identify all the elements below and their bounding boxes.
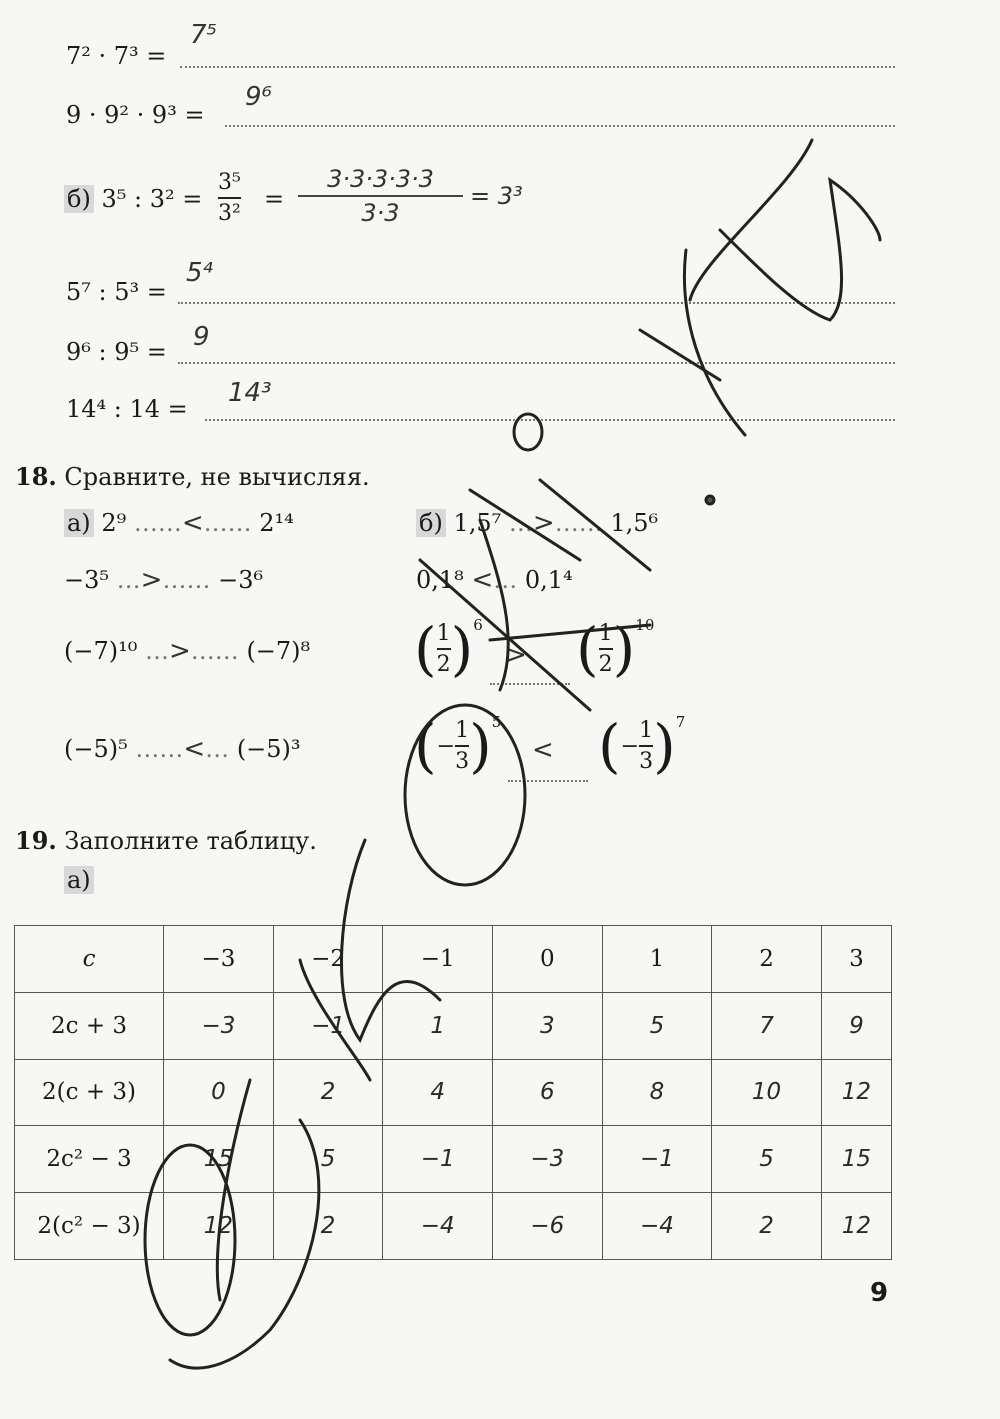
operand: 0,1⁸: [416, 566, 464, 594]
part-label: б): [416, 509, 446, 537]
table-cell[interactable]: 0: [164, 1059, 274, 1126]
table-cell[interactable]: 6: [492, 1059, 602, 1126]
row-label: 2c² − 3: [15, 1126, 164, 1193]
table-cell[interactable]: 5: [712, 1126, 822, 1193]
table-cell[interactable]: −1: [383, 1126, 493, 1193]
scribble-stroke: [145, 1145, 235, 1335]
table-cell[interactable]: 12: [821, 1193, 891, 1260]
row-label: 2(c² − 3): [15, 1193, 164, 1260]
table-header-cell: 2: [712, 926, 822, 993]
operand: 1,5⁶: [610, 509, 659, 537]
compare-left-3: (−7)¹⁰ …>…… (−7)⁸: [64, 636, 311, 666]
operand: 1,5⁷: [453, 509, 502, 537]
answer-row-2: 9⁶: [245, 82, 272, 112]
fraction-numerator: 1: [436, 621, 451, 646]
scribble-stroke: [514, 414, 542, 450]
scribble-stroke: [170, 1120, 319, 1368]
compare-left-2: −3⁵ …>…… −3⁶: [64, 565, 264, 595]
table-header-cell: 1: [602, 926, 712, 993]
table-cell[interactable]: −4: [602, 1193, 712, 1260]
scribble-stroke: [405, 705, 525, 885]
table-cell[interactable]: 15: [164, 1126, 274, 1193]
table-header-cell: 3: [821, 926, 891, 993]
fraction-numerator: 1: [639, 718, 654, 743]
table-cell[interactable]: 8: [602, 1059, 712, 1126]
hw-numerator: 3·3·3·3·3: [327, 165, 434, 193]
table-cell[interactable]: −1: [602, 1126, 712, 1193]
comparison-sign: <: [183, 734, 206, 764]
part-label: а): [64, 509, 94, 537]
scribble-stroke: [300, 960, 370, 1080]
expr-row-4: 5⁷ : 5³ =: [66, 278, 167, 306]
compare-left-4: (−5)⁵ ……<… (−5)³: [64, 734, 301, 764]
operand: (−5)⁵: [64, 735, 128, 763]
table-header-cell: c: [15, 926, 164, 993]
table-cell[interactable]: 9: [821, 992, 891, 1059]
hw-denominator: 3·3: [361, 199, 400, 227]
table-cell[interactable]: 2: [712, 1193, 822, 1260]
table-cell[interactable]: −6: [492, 1193, 602, 1260]
table-cell[interactable]: −3: [492, 1126, 602, 1193]
fraction-numerator: 1: [598, 621, 613, 646]
scribble-stroke: [720, 180, 880, 320]
fraction-denominator: 2: [436, 652, 451, 677]
table-cell[interactable]: 1: [383, 992, 493, 1059]
page-number: 9: [870, 1278, 889, 1308]
table-cell[interactable]: 3: [492, 992, 602, 1059]
fraction-denominator: 3²: [218, 201, 241, 226]
answer-row-6: 14³: [228, 378, 272, 408]
comparison-sign: >: [169, 636, 191, 666]
operand: (−5)³: [236, 735, 301, 763]
operand: −3⁶: [218, 566, 264, 594]
table-cell[interactable]: 15: [821, 1126, 891, 1193]
hw-result: = 3³: [470, 182, 523, 210]
table-header-cell: −1: [383, 926, 493, 993]
exercise-title: Заполните таблицу.: [64, 827, 317, 855]
scribble-stroke: [540, 480, 650, 570]
comparison-sign: <: [181, 508, 204, 538]
compare-right-3-right: ( $\frac{1}{2}$ ) 10: [576, 615, 655, 683]
table-cell[interactable]: 12: [821, 1059, 891, 1126]
table-cell[interactable]: 4: [383, 1059, 493, 1126]
table-cell[interactable]: −1: [273, 992, 383, 1059]
division-expr: 3⁵ : 3² =: [101, 185, 203, 213]
scribble-stroke: [640, 330, 720, 380]
scribble-stroke: [684, 250, 745, 435]
equals-sign: =: [264, 185, 285, 213]
operand: (−7)⁸: [246, 637, 311, 665]
row-label: 2c + 3: [15, 992, 164, 1059]
table-cell[interactable]: 5: [273, 1126, 383, 1193]
table-cell[interactable]: 2: [273, 1193, 383, 1260]
expr-row-1: 7² · 7³ =: [66, 42, 167, 70]
fraction-numerator: 3⁵: [218, 170, 241, 195]
table-header-cell: −2: [273, 926, 383, 993]
fraction-denominator: 3: [455, 749, 470, 774]
table-cell[interactable]: −3: [164, 992, 274, 1059]
answer-row-4: 5⁴: [186, 258, 213, 288]
comparison-sign: >: [505, 640, 527, 670]
table-cell[interactable]: 7: [712, 992, 822, 1059]
scribble-stroke: [690, 140, 812, 300]
fraction-denominator: 2: [598, 652, 613, 677]
expr-row-5: 9⁶ : 9⁵ =: [66, 338, 167, 366]
compare-right-4-left: ( − $\frac{1}{3}$ ) 5: [414, 712, 502, 780]
table-header-cell: −3: [164, 926, 274, 993]
answer-row-1: 7⁵: [190, 20, 217, 50]
table-cell[interactable]: 2: [273, 1059, 383, 1126]
comparison-sign: <: [532, 735, 554, 765]
comparison-sign: >: [532, 508, 555, 538]
exercise-number: 19.: [15, 826, 57, 855]
answer-row-5: 9: [193, 322, 210, 352]
compare-left-1: а) 2⁹ ……<…… 2¹⁴: [64, 508, 294, 538]
operand: 2¹⁴: [259, 509, 294, 537]
part-label: б): [64, 185, 94, 213]
scribble-stroke: [706, 496, 714, 504]
expr-row-6: 14⁴ : 14 =: [66, 395, 188, 423]
operand: 2⁹: [101, 509, 127, 537]
comparison-sign: >: [140, 565, 163, 595]
table-cell[interactable]: 10: [712, 1059, 822, 1126]
scribble-stroke: [480, 520, 508, 690]
exercise-title: Сравните, не вычисляя.: [64, 463, 370, 491]
row-label: 2(c + 3): [15, 1059, 164, 1126]
table-header-cell: 0: [492, 926, 602, 993]
table-cell[interactable]: −4: [383, 1193, 493, 1260]
compare-right-3-left: ( $\frac{1}{2}$ ) 6: [414, 615, 483, 683]
fraction-denominator: 3: [639, 749, 654, 774]
compare-right-4-right: ( − $\frac{1}{3}$ ) 7: [598, 712, 686, 780]
compare-right-2: 0,1⁸ <… 0,1⁴: [416, 565, 573, 595]
fraction-numerator: 1: [455, 718, 470, 743]
operand: −3⁵: [64, 566, 109, 594]
comparison-sign: <: [471, 565, 494, 595]
operand: 0,1⁴: [524, 566, 573, 594]
operand: (−7)¹⁰: [64, 637, 138, 665]
scribble-stroke: [490, 625, 650, 640]
exercise-number: 18.: [15, 462, 57, 491]
compare-right-1: б) 1,5⁷ …>…… 1,5⁶: [416, 508, 658, 538]
part-label-text: а): [64, 866, 94, 894]
table-cell[interactable]: 5: [602, 992, 712, 1059]
expr-row-2: 9 · 9² · 9³ =: [66, 101, 205, 129]
table-cell[interactable]: 12: [164, 1193, 274, 1260]
scribble-stroke: [420, 560, 590, 710]
scribble-stroke: [341, 840, 440, 1040]
